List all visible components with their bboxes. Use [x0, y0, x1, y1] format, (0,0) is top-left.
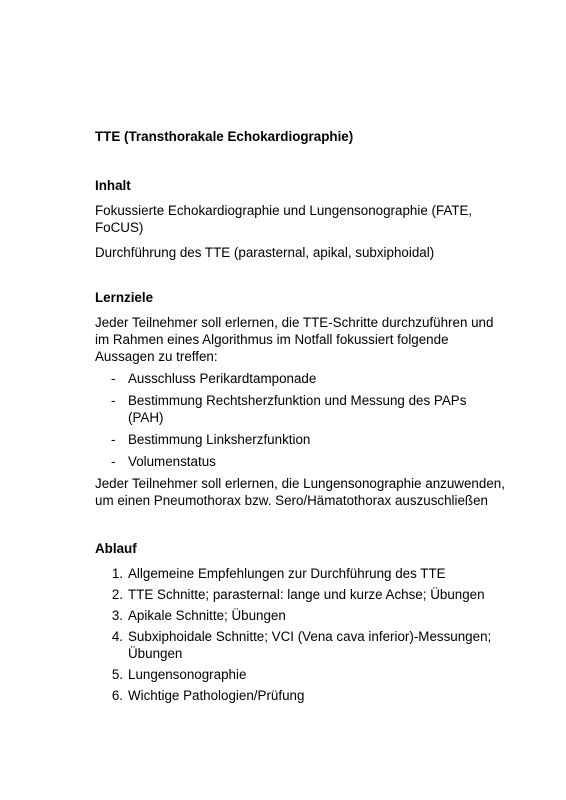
list-number: 2. — [111, 587, 123, 602]
list-item — [95, 453, 505, 470]
section-heading-inhalt: Inhalt — [95, 178, 131, 193]
list-item — [95, 431, 505, 448]
list-item — [95, 687, 505, 704]
inhalt-paragraph: Durchführung des TTE (parasternal, apikal, subxiphoidal) — [95, 245, 435, 260]
list-item — [95, 392, 505, 426]
lernziele-list — [95, 370, 505, 470]
lernziele-intro: Jeder Teilnehmer soll erlernen, die TTE-Schritte durchzuführen und im Rahmen eines Algorithmus im Notfall fokussiert folgende Aussagen zu treffen: — [95, 315, 494, 364]
inhalt-paragraph: Fokussierte Echokardiographie und Lungensonographie (FATE, FoCUS) — [95, 203, 473, 235]
document-title: TTE (Transthorakale Echokardiographie) — [95, 129, 354, 144]
list-number: 1. — [111, 566, 123, 581]
bullet-marker: - — [111, 432, 116, 447]
bullet-marker: - — [111, 454, 116, 469]
list-item-text: Bestimmung Linksherzfunktion — [128, 432, 311, 447]
list-number: 4. — [111, 629, 123, 644]
list-item-text: Allgemeine Empfehlungen zur Durchführung des TTE — [128, 566, 446, 581]
bullet-marker: - — [111, 393, 116, 408]
section-heading-lernziele: Lernziele — [95, 290, 154, 305]
bullet-marker: - — [111, 371, 116, 386]
list-item-text: Subxiphoidale Schnitte; VCI (Vena cava inferior)-Messungen; Übungen — [128, 629, 492, 661]
list-item-text: TTE Schnitte; parasternal: lange und kurze Achse; Übungen — [128, 587, 485, 602]
ablauf-list — [95, 565, 505, 704]
section-ablauf — [95, 540, 505, 704]
list-item-text: Lungensonographie — [128, 667, 247, 682]
list-item — [95, 666, 505, 683]
list-item — [95, 607, 505, 624]
list-item-text: Wichtige Pathologien/Prüfung — [128, 688, 305, 703]
list-item — [95, 586, 505, 603]
document-page — [95, 128, 505, 704]
list-item — [95, 628, 505, 662]
section-heading-ablauf: Ablauf — [95, 541, 137, 556]
lernziele-outro: Jeder Teilnehmer soll erlernen, die Lungensonographie anzuwenden, um einen Pneumothorax bzw. Sero/Hämatothorax auszuschließen — [95, 476, 505, 508]
list-item-text: Volumenstatus — [128, 454, 216, 469]
section-lernziele — [95, 289, 505, 509]
list-item-text: Bestimmung Rechtsherzfunktion und Messung des PAPs (PAH) — [128, 393, 467, 425]
list-item-text: Apikale Schnitte; Übungen — [128, 608, 286, 623]
list-item — [95, 565, 505, 582]
list-number: 6. — [111, 688, 123, 703]
section-inhalt — [95, 177, 505, 261]
list-item — [95, 370, 505, 387]
list-number: 5. — [111, 667, 123, 682]
list-item-text: Ausschluss Perikardtamponade — [128, 371, 317, 386]
list-number: 3. — [111, 608, 123, 623]
